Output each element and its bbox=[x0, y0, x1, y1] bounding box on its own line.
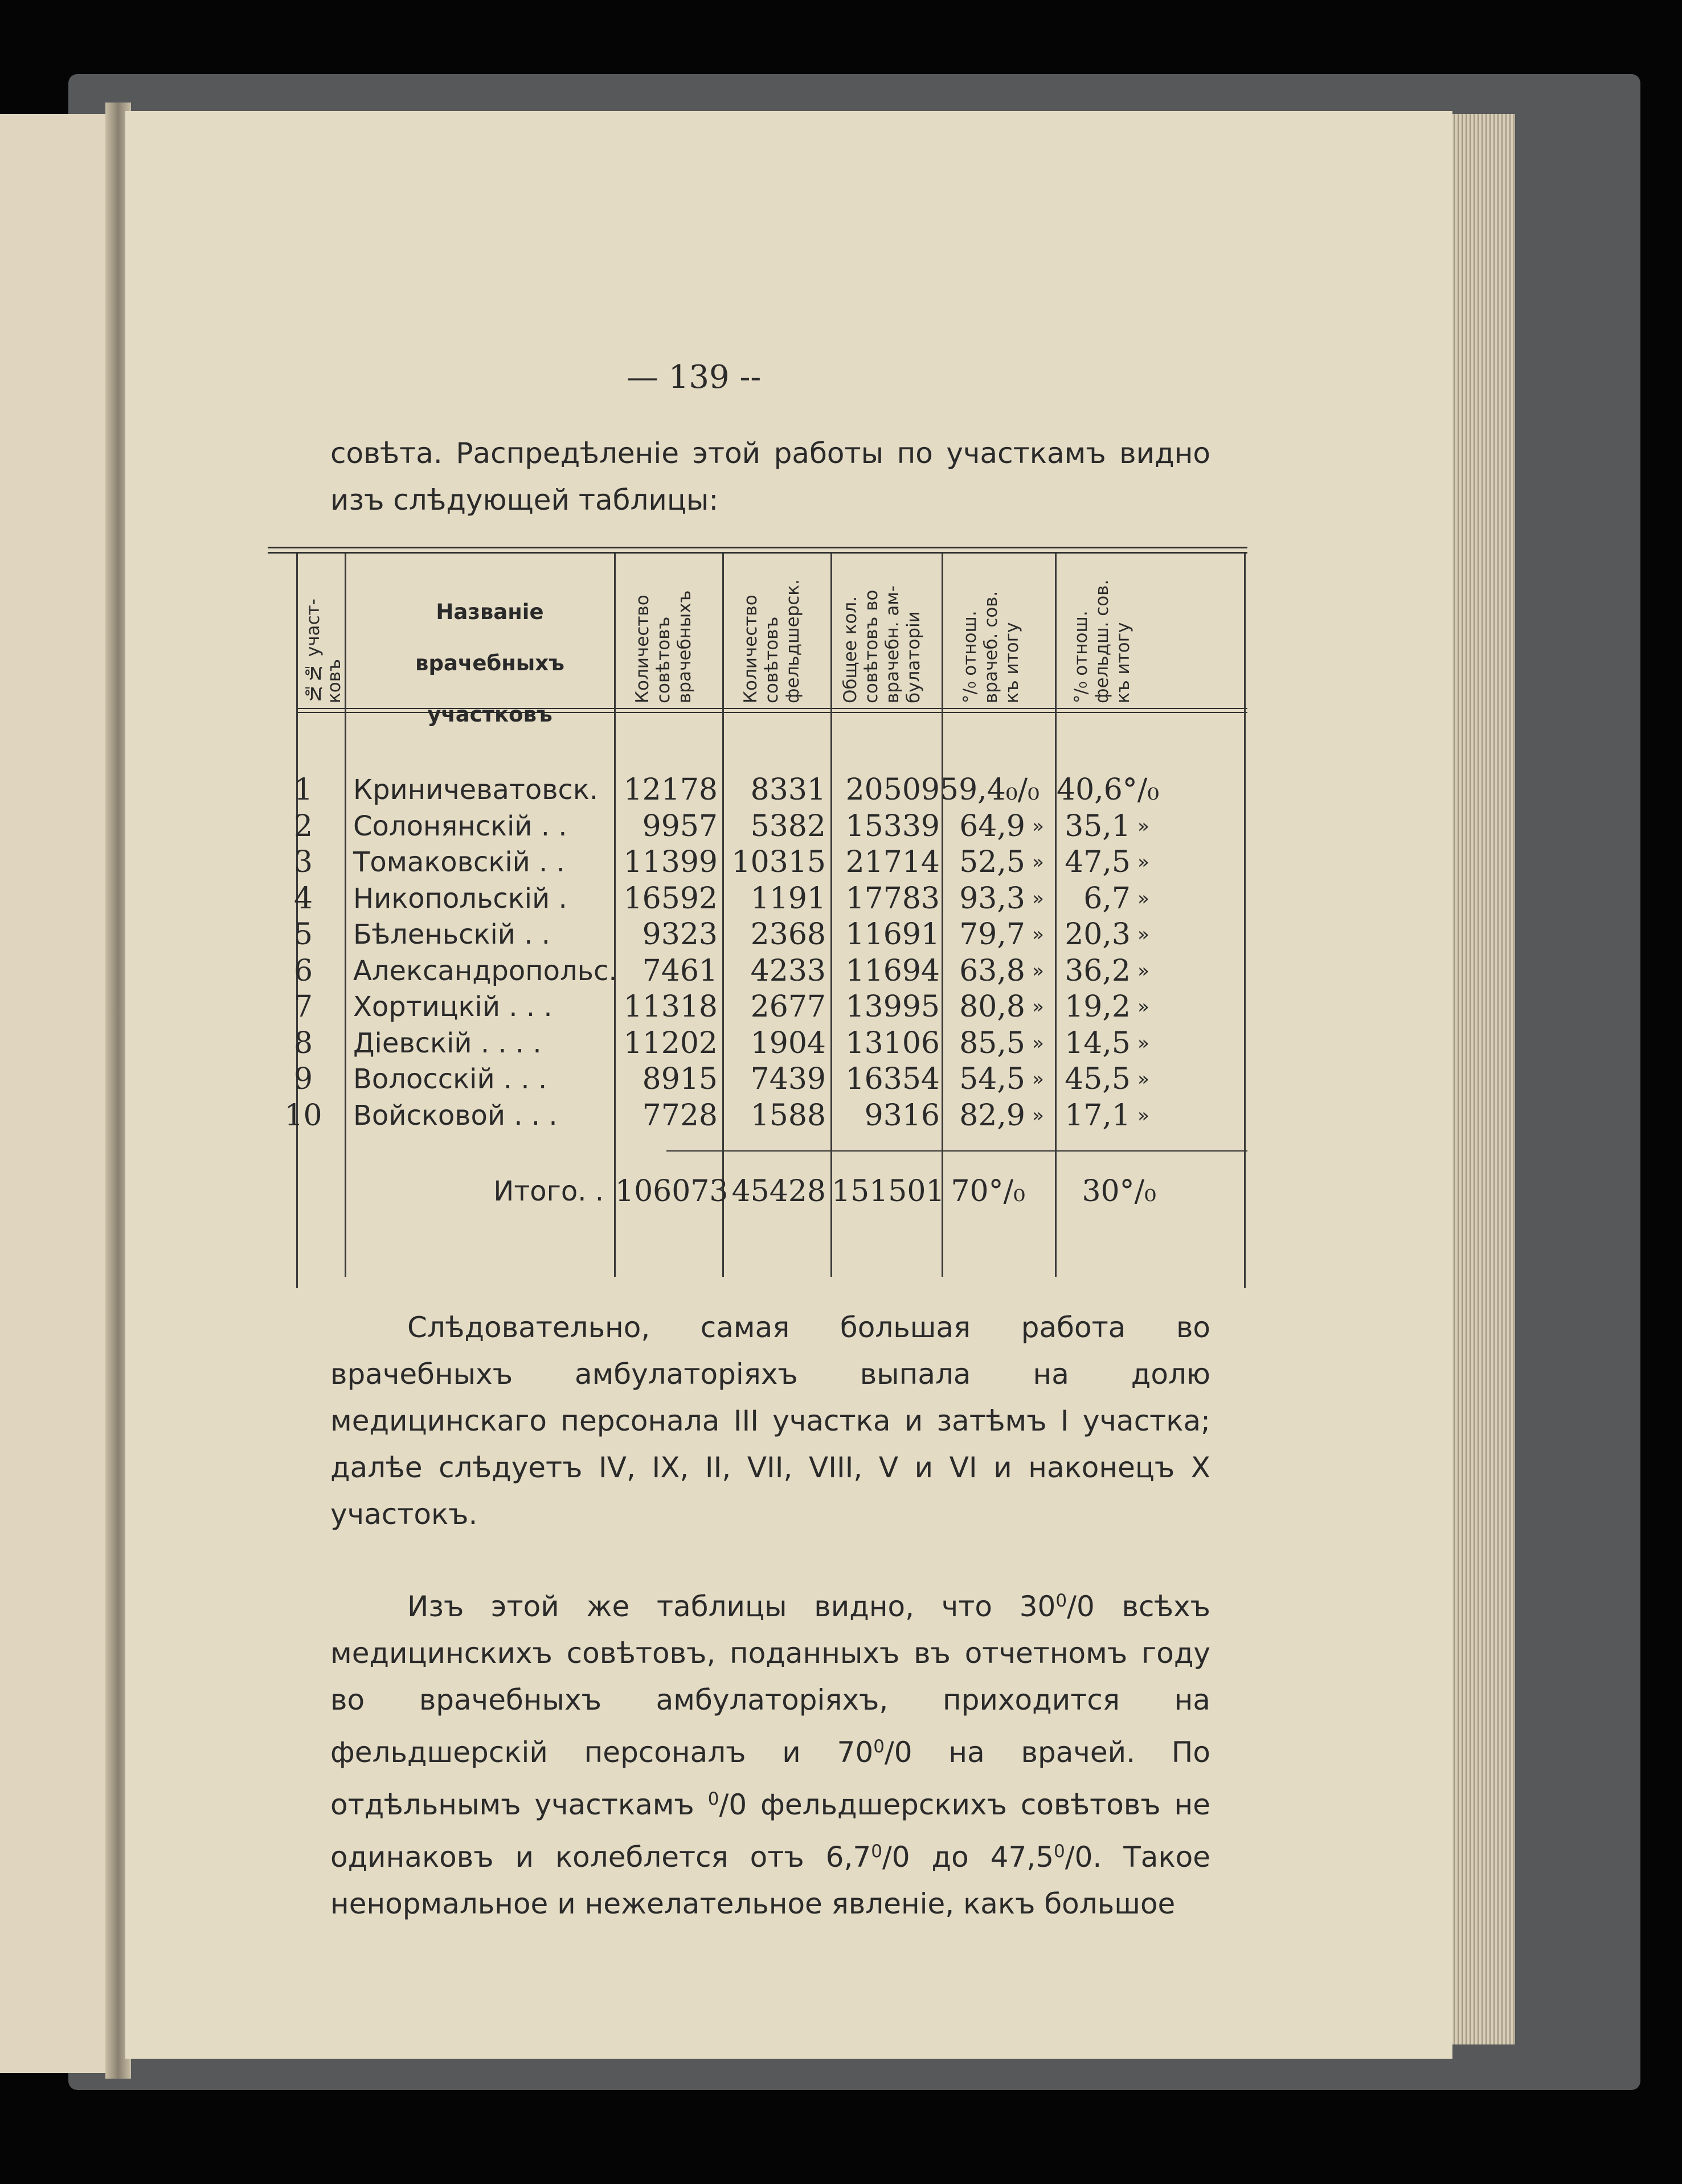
para3-sub: 0 bbox=[1074, 1841, 1093, 1874]
pct-doctor-cell: 93,3 bbox=[959, 881, 1025, 916]
para3-text: на врачей. По отдѣльнымъ участкамъ bbox=[330, 1736, 1210, 1822]
data-table bbox=[268, 547, 1247, 1287]
para3-text: Изъ этой же таблицы видно, что 30 bbox=[407, 1590, 1056, 1624]
pct-doctor-cell: 80,8 bbox=[959, 990, 1025, 1024]
district-name-cell: Криничеватовск. bbox=[353, 774, 599, 806]
page-edges bbox=[1447, 114, 1515, 2044]
intro-paragraph: совѣта. Распредѣленіе этой работы по участкамъ видно изъ слѣдующей таблицы: bbox=[330, 437, 1210, 517]
doctor-consults-cell: 9323 bbox=[642, 917, 718, 952]
ditto-mark: » bbox=[1137, 1068, 1149, 1091]
table-row bbox=[268, 989, 1247, 1025]
district-number-cell: 10 bbox=[284, 1098, 322, 1133]
pct-doctor-cell: 63,8 bbox=[959, 953, 1025, 988]
total-pct-doctor: 70°/₀ bbox=[951, 1174, 1025, 1208]
district-name-cell: Волосскій . . . bbox=[353, 1063, 547, 1095]
pct-doctor-cell: 79,7 bbox=[959, 917, 1025, 952]
left-page-edge bbox=[0, 114, 111, 2073]
total-consults-cell: 9316 bbox=[864, 1098, 940, 1133]
total-consults-cell: 11694 bbox=[845, 953, 940, 988]
total-label: Итого. . bbox=[493, 1175, 604, 1207]
table-row bbox=[268, 772, 1247, 808]
total-feldsher: 45428 bbox=[731, 1174, 826, 1208]
feldsher-consults-cell: 7439 bbox=[750, 1062, 826, 1096]
doctor-consults-cell: 8915 bbox=[642, 1062, 718, 1096]
para3-sup: 0 bbox=[1055, 1591, 1067, 1611]
analysis-paragraph bbox=[330, 1577, 1210, 1927]
table-row bbox=[268, 880, 1247, 917]
total-consults-cell: 13995 bbox=[845, 990, 940, 1024]
pct-doctor-cell: 59,4₀/₀ bbox=[940, 773, 1040, 807]
ditto-mark: » bbox=[1032, 1068, 1044, 1091]
doctor-consults-cell: 11202 bbox=[623, 1026, 718, 1060]
pct-doctor-cell: 85,5 bbox=[959, 1026, 1025, 1060]
pct-doctor-cell: 82,9 bbox=[959, 1098, 1025, 1133]
table-top-rule bbox=[268, 547, 1247, 548]
district-number-cell: 9 bbox=[293, 1062, 313, 1096]
pct-feldsher-cell: 36,2 bbox=[1065, 953, 1131, 988]
feldsher-consults-cell: 1588 bbox=[750, 1098, 826, 1133]
table-row bbox=[268, 953, 1247, 989]
district-name-cell: Солонянскій . . bbox=[353, 810, 567, 842]
district-number-cell: 6 bbox=[293, 953, 313, 988]
total-separator-rule bbox=[666, 1150, 1247, 1152]
total-pct-feldsher: 30°/₀ bbox=[1082, 1174, 1156, 1208]
para3-text: / bbox=[1065, 1841, 1075, 1874]
para3-sub: 0 bbox=[1076, 1590, 1095, 1624]
header-pct-doctor: °/₀ отнош. врачеб. сов. къ итогу bbox=[960, 591, 1022, 703]
para3-text: всѣхъ медицинскихъ совѣтовъ, поданныхъ въ отчетномъ году во врачебныхъ амбулаторіяхъ, приходится на фельдшерскій персоналъ и 70 bbox=[330, 1590, 1210, 1769]
district-name-cell: Хортицкій . . . bbox=[353, 991, 553, 1023]
header-feldsher-consults: Количество совѣтовъ фельдшерск. bbox=[740, 579, 803, 703]
doctor-consults-cell: 16592 bbox=[623, 881, 718, 916]
doctor-consults-cell: 9957 bbox=[642, 809, 718, 843]
table-row bbox=[268, 808, 1247, 845]
total-consults-cell: 15339 bbox=[845, 809, 940, 843]
pct-feldsher-cell: 35,1 bbox=[1065, 809, 1131, 843]
district-name-cell: Александропольс. bbox=[353, 954, 617, 987]
total-row bbox=[268, 1173, 1247, 1210]
table-row bbox=[268, 1025, 1247, 1062]
ditto-mark: » bbox=[1032, 1031, 1044, 1055]
ditto-mark: » bbox=[1137, 814, 1149, 838]
district-number-cell: 3 bbox=[293, 845, 313, 879]
para3-text: / bbox=[882, 1841, 892, 1874]
district-name-cell: Войсковой . . . bbox=[353, 1099, 558, 1132]
district-number-cell: 8 bbox=[293, 1026, 313, 1060]
feldsher-consults-cell: 10315 bbox=[731, 845, 826, 879]
pct-doctor-cell: 52,5 bbox=[959, 845, 1025, 879]
ditto-mark: » bbox=[1137, 923, 1149, 946]
pct-feldsher-cell: 19,2 bbox=[1065, 990, 1131, 1024]
conclusion-paragraph: Слѣдовательно, самая большая работа во врачебныхъ амбулаторіяхъ выпала на долю медицинскаго персонала III участка и затѣмъ I участка; далѣе слѣдуетъ IV, IX, II, VII, VIII, V и VI и наконецъ X участокъ. bbox=[330, 1311, 1210, 1531]
pct-feldsher-cell: 20,3 bbox=[1065, 917, 1131, 952]
table-row bbox=[268, 844, 1247, 880]
table-row bbox=[268, 916, 1247, 953]
doctor-consults-cell: 11399 bbox=[623, 845, 718, 879]
total-consults-cell: 11691 bbox=[845, 917, 940, 952]
total-all: 151501 bbox=[832, 1174, 945, 1208]
header-pct-feldsher: °/₀ отнош. фельдш. сов. къ итогу bbox=[1071, 579, 1133, 703]
table-top-rule-2 bbox=[268, 552, 1247, 554]
para3-text: . Такое ненормальное и нежелательное явленіе, какъ большое bbox=[330, 1841, 1211, 1921]
pct-doctor-cell: 54,5 bbox=[959, 1062, 1025, 1096]
para3-text: до 47,5 bbox=[910, 1841, 1054, 1874]
ditto-mark: » bbox=[1137, 887, 1149, 910]
feldsher-consults-cell: 2677 bbox=[750, 990, 826, 1024]
doctor-consults-cell: 7461 bbox=[642, 953, 718, 988]
total-consults-cell: 16354 bbox=[845, 1062, 940, 1096]
ditto-mark: » bbox=[1137, 959, 1149, 982]
table-row bbox=[268, 1061, 1247, 1097]
para3-sub: 0 bbox=[729, 1788, 747, 1822]
district-number-cell: 2 bbox=[293, 809, 313, 843]
header-doctor-consults: Количество совѣтовъ врачебныхъ bbox=[632, 590, 695, 703]
ditto-mark: » bbox=[1032, 814, 1044, 838]
district-number-cell: 4 bbox=[293, 881, 313, 916]
feldsher-consults-cell: 8331 bbox=[750, 773, 826, 807]
page-number: — 139 -- bbox=[627, 359, 762, 396]
ditto-mark: » bbox=[1137, 1031, 1149, 1055]
feldsher-consults-cell: 4233 bbox=[750, 953, 826, 988]
para3-sup: 0 bbox=[707, 1789, 719, 1810]
ditto-mark: » bbox=[1032, 1104, 1044, 1127]
total-doctor: 106073 bbox=[615, 1174, 729, 1208]
table-row bbox=[268, 1097, 1247, 1134]
ditto-mark: » bbox=[1137, 851, 1149, 874]
district-number-cell: 1 bbox=[293, 773, 313, 807]
district-number-cell: 7 bbox=[293, 990, 313, 1024]
ditto-mark: » bbox=[1032, 959, 1044, 982]
feldsher-consults-cell: 2368 bbox=[750, 917, 826, 952]
doctor-consults-cell: 7728 bbox=[642, 1098, 718, 1133]
pct-feldsher-cell: 40,6°/₀ bbox=[1057, 773, 1160, 807]
pct-feldsher-cell: 6,7 bbox=[1083, 881, 1131, 916]
para3-text: / bbox=[1067, 1590, 1077, 1624]
pct-feldsher-cell: 14,5 bbox=[1065, 1026, 1131, 1060]
para3-text: / bbox=[884, 1736, 894, 1769]
para3-sup: 0 bbox=[1054, 1841, 1065, 1862]
district-name-cell: Діевскій . . . . bbox=[353, 1027, 542, 1059]
feldsher-consults-cell: 5382 bbox=[750, 809, 826, 843]
feldsher-consults-cell: 1904 bbox=[750, 1026, 826, 1060]
total-consults-cell: 21714 bbox=[845, 845, 940, 879]
ditto-mark: » bbox=[1032, 851, 1044, 874]
ditto-mark: » bbox=[1032, 995, 1044, 1018]
pct-feldsher-cell: 45,5 bbox=[1065, 1062, 1131, 1096]
para3-text: / bbox=[719, 1788, 729, 1822]
district-name-cell: Никопольскій . bbox=[353, 882, 567, 915]
header-district-name: Названіе врачебныхъ участковъ bbox=[415, 600, 564, 727]
doctor-consults-cell: 11318 bbox=[623, 990, 718, 1024]
header-district-number: №№ участ- ковъ bbox=[303, 599, 345, 703]
header-total-consults: Общее кол. совѣтовъ во врачебн. ам- булаторіи bbox=[840, 585, 924, 703]
para3-sup: 0 bbox=[873, 1736, 885, 1757]
para3-sub: 0 bbox=[891, 1841, 910, 1874]
doctor-consults-cell: 12178 bbox=[623, 773, 718, 807]
pct-feldsher-cell: 47,5 bbox=[1065, 845, 1131, 879]
para3-sup: 0 bbox=[871, 1841, 882, 1862]
total-consults-cell: 17783 bbox=[845, 881, 940, 916]
ditto-mark: » bbox=[1137, 995, 1149, 1018]
total-consults-cell: 20509 bbox=[845, 773, 940, 807]
pct-feldsher-cell: 17,1 bbox=[1065, 1098, 1131, 1133]
district-number-cell: 5 bbox=[293, 917, 313, 952]
ditto-mark: » bbox=[1032, 887, 1044, 910]
ditto-mark: » bbox=[1137, 1104, 1149, 1127]
district-name-cell: Томаковскій . . bbox=[353, 846, 565, 878]
feldsher-consults-cell: 1191 bbox=[750, 881, 826, 916]
para3-text: фельдшерскихъ совѣтовъ не одинаковъ и колеблется отъ 6,7 bbox=[330, 1788, 1210, 1874]
total-consults-cell: 13106 bbox=[845, 1026, 940, 1060]
district-name-cell: Бѣленьскій . . bbox=[353, 919, 551, 950]
para3-sub: 0 bbox=[894, 1736, 912, 1769]
ditto-mark: » bbox=[1032, 923, 1044, 946]
pct-doctor-cell: 64,9 bbox=[959, 809, 1025, 843]
